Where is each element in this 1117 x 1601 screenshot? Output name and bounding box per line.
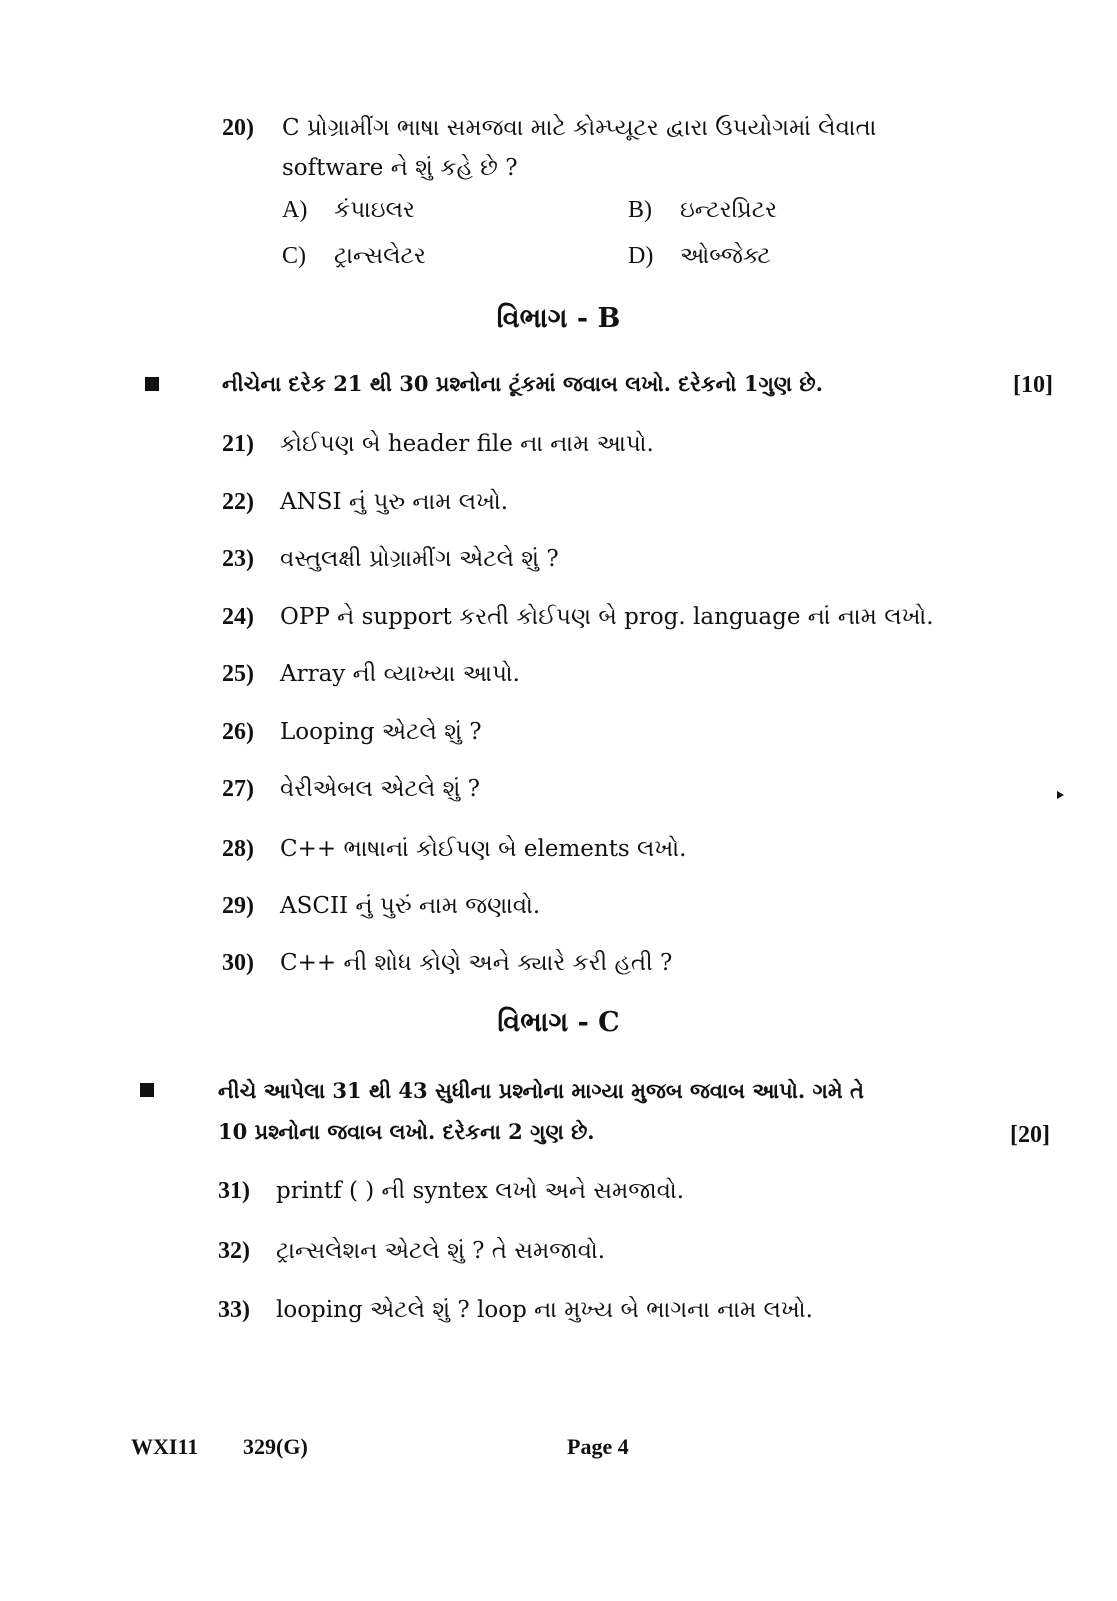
question-text: વેરીએબલ એટલે શું ? (280, 776, 480, 802)
question-text: ANSI નું પુરુ નામ લખો. (280, 489, 509, 515)
option-letter: B) (628, 197, 652, 223)
footer-code-1: WXI11 (131, 1434, 199, 1459)
option-letter: A) (282, 197, 308, 223)
footer-page-number: Page 4 (567, 1434, 629, 1459)
footer-code-2: 329(G) (243, 1434, 308, 1459)
option-letter: D) (628, 243, 654, 269)
option-c (282, 243, 426, 270)
option-text: ઓબ્જેક્ટ (680, 243, 771, 269)
question-text: printf ( ) ની syntex લખો અને સમજાવો. (276, 1178, 685, 1204)
question-text-line-2: software ને શું કહે છે ? (282, 155, 518, 181)
section-b-title: વિભાગ - B (496, 303, 621, 334)
section-c-marks: [20] (1010, 1122, 1050, 1148)
question-text: OPP ને support કરતી કોઈપણ બે prog. language નાં નામ લખો. (280, 604, 934, 630)
question-number: 24) (222, 604, 254, 630)
option-text: ઇન્ટરપ્રિટર (680, 197, 777, 223)
bullet-square-icon (140, 1083, 154, 1097)
bullet-square-icon (145, 377, 159, 391)
section-c-instruction-line-1: નીચે આપેલા 31 થી 43 સુધીના પ્રશ્નોના માગ્યા મુજબ જવાબ આપો. ગમે તે (218, 1078, 864, 1103)
question-text: કોઈપણ બે header file ના નામ આપો. (280, 431, 654, 457)
question-number: 21) (222, 431, 254, 457)
option-text: કંપાઇલર (334, 197, 415, 223)
question-number: 32) (218, 1238, 250, 1264)
question-number: 25) (222, 661, 254, 687)
question-number: 27) (222, 776, 254, 802)
question-number: 20) (222, 115, 254, 141)
option-text: ટ્રાન્સલેટર (334, 243, 426, 269)
option-b (628, 197, 777, 224)
margin-arrow-icon (1057, 791, 1064, 799)
question-number: 30) (222, 950, 254, 976)
question-text: C++ ની શોધ કોણે અને ક્યારે કરી હતી ? (280, 950, 673, 976)
section-b-instruction: નીચેના દરેક 21 થી 30 પ્રશ્નોના ટૂંકમાં જવાબ લખો. દરેકનો 1ગુણ છે. (222, 371, 823, 396)
question-text: વસ્તુલક્ષી પ્રોગ્રામીંગ એટલે શું ? (280, 546, 559, 572)
question-number: 33) (218, 1297, 250, 1323)
question-text: C++ ભાષાનાં કોઈપણ બે elements લખો. (280, 836, 687, 862)
section-b-marks: [10] (1013, 372, 1053, 398)
question-number: 28) (222, 836, 254, 862)
section-c-instruction-line-2: 10 પ્રશ્નોના જવાબ લખો. દરેકના 2 ગુણ છે. (218, 1119, 595, 1144)
option-a (282, 197, 415, 224)
question-text: looping એટલે શું ? loop ના મુખ્ય બે ભાગના નામ લખો. (276, 1297, 813, 1323)
question-number: 26) (222, 719, 254, 745)
question-number: 22) (222, 489, 254, 515)
question-text: Looping એટલે શું ? (280, 719, 482, 745)
question-number: 29) (222, 893, 254, 919)
question-text: Array ની વ્યાખ્યા આપો. (280, 661, 520, 687)
question-text-line-1: C પ્રોગ્રામીંગ ભાષા સમજવા માટે કોમ્પ્યૂટર દ્વારા ઉપયોગમાં લેવાતા (282, 115, 877, 141)
question-text: ASCII નું પુરું નામ જણાવો. (280, 893, 541, 919)
section-c-title: વિભાગ - C (497, 1007, 620, 1038)
option-d (628, 243, 771, 270)
question-number: 23) (222, 546, 254, 572)
question-number: 31) (218, 1178, 250, 1204)
question-text: ટ્રાન્સલેશન એટલે શું ? તે સમજાવો. (276, 1238, 606, 1264)
option-letter: C) (282, 243, 306, 269)
